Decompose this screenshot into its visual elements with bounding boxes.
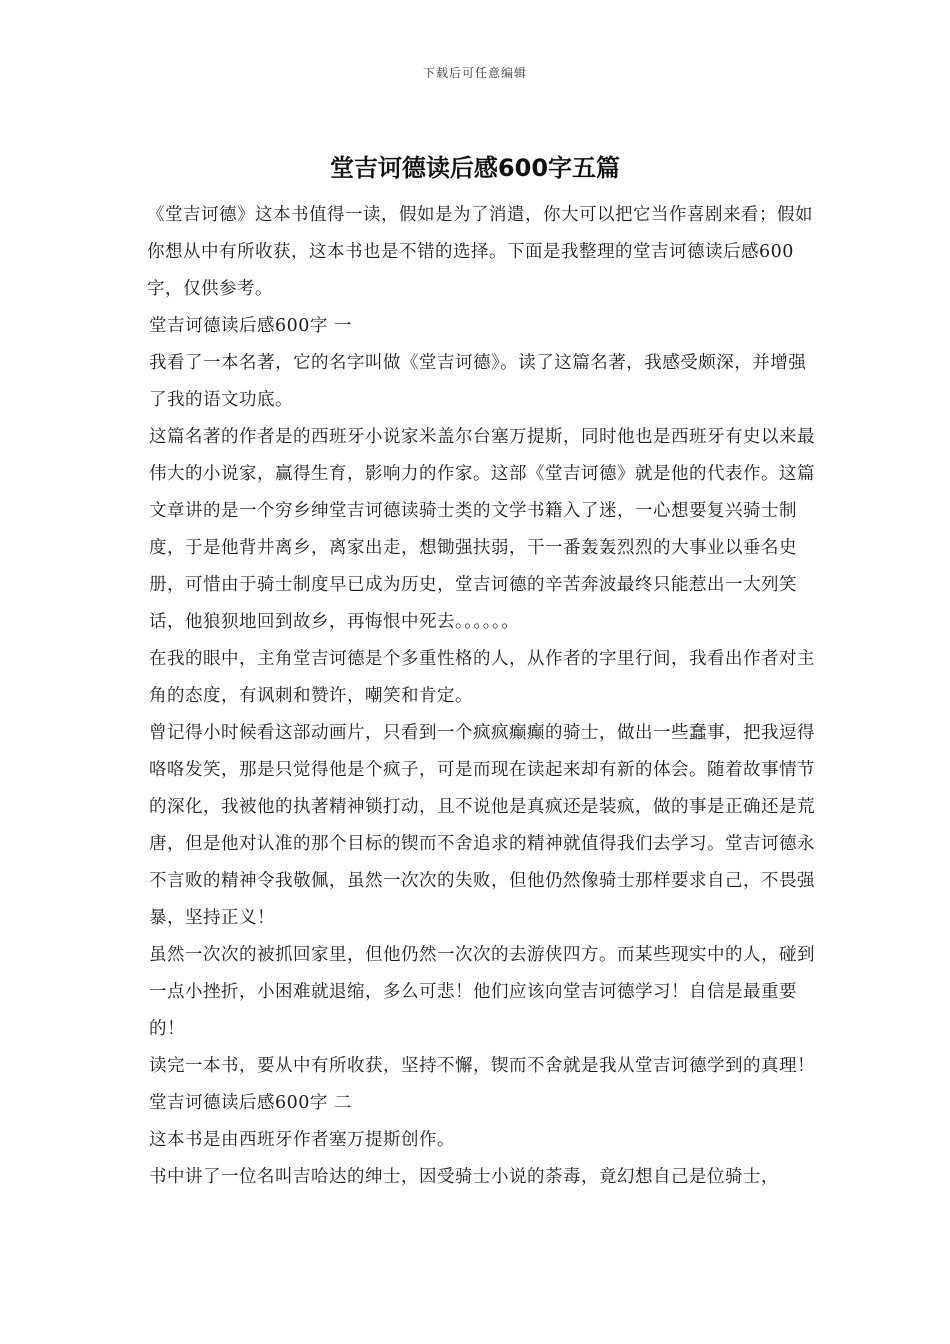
section-heading-1: 堂吉诃德读后感600字 一 xyxy=(149,316,352,336)
body-paragraph: 这本书是由西班牙作者塞万提斯创作。 xyxy=(149,1130,455,1150)
body-paragraph: 我看了一本名著，它的名字叫做《堂吉诃德》。读了这篇名著，我感受颇深，并增强了我的语文功底。 xyxy=(149,353,807,410)
body-paragraph: 曾记得小时候看这部动画片，只看到一个疯疯癫癫的骑士，做出一些蠢事，把我逗得咯咯发笑，那是只觉得他是个疯子，可是而现在读起来却有新的体会。随着故事情节的深化，我被他的执著精神锁打动，且不说他是真疯还是装疯，做的事是正确还是荒唐，但是他对认准的那个目标的锲而不舍追求的精神就值得我们去学习。堂吉诃德永不言败的精神令我敬佩，虽然一次次的失败，但他仍然像骑士那样要求自己，不畏强暴，坚持正义！ xyxy=(149,723,815,928)
document-title: 堂吉诃德读后感600字五篇 xyxy=(329,154,621,182)
body-paragraph: 书中讲了一位名叫吉哈达的绅士，因受骑士小说的荼毒，竟幻想自己是位骑士， xyxy=(149,1167,779,1187)
body-paragraph: 这篇名著的作者是的西班牙小说家米盖尔台塞万提斯，同时他也是西班牙有史以来最伟大的小说家，赢得生育，影响力的作家。这部《堂吉诃德》就是他的代表作。这篇文章讲的是一个穷乡绅堂吉诃德读骑士类的文学书籍入了迷，一心想要复兴骑士制度，于是他背井离乡，离家出走，想锄强扶弱，干一番轰轰烈烈的大事业以垂名史册，可惜由于骑士制度早已成为历史，堂吉诃德的辛苦奔波最终只能惹出一大列笑话，他狼狈地回到故乡，再悔恨中死去。。。。。。 xyxy=(149,427,815,632)
document-body xyxy=(145,197,821,1196)
body-paragraph: 在我的眼中，主角堂吉诃德是个多重性格的人，从作者的字里行间，我看出作者对主角的态度，有讽刺和赞许，嘲笑和肯定。 xyxy=(149,649,815,706)
body-paragraph: 虽然一次次的被抓回家里，但他仍然一次次的去游侠四方。而某些现实中的人，碰到一点小挫折，小困难就退缩，多么可悲！他们应该向堂吉诃德学习！自信是最重要的！ xyxy=(149,945,815,1039)
header-note: 下载后可任意编辑 xyxy=(422,66,527,80)
body-paragraph: 读完一本书，要从中有所收获，坚持不懈，锲而不舍就是我从堂吉诃德学到的真理！ xyxy=(149,1056,815,1076)
section-heading-2: 堂吉诃德读后感600字 二 xyxy=(149,1093,352,1113)
intro-paragraph: 《堂吉诃德》这本书值得一读，假如是为了消遣，你大可以把它当作喜剧来看；假如你想从中有所收获，这本书也是不错的选择。下面是我整理的堂吉诃德读后感600字，仅供参考。 xyxy=(147,205,813,299)
